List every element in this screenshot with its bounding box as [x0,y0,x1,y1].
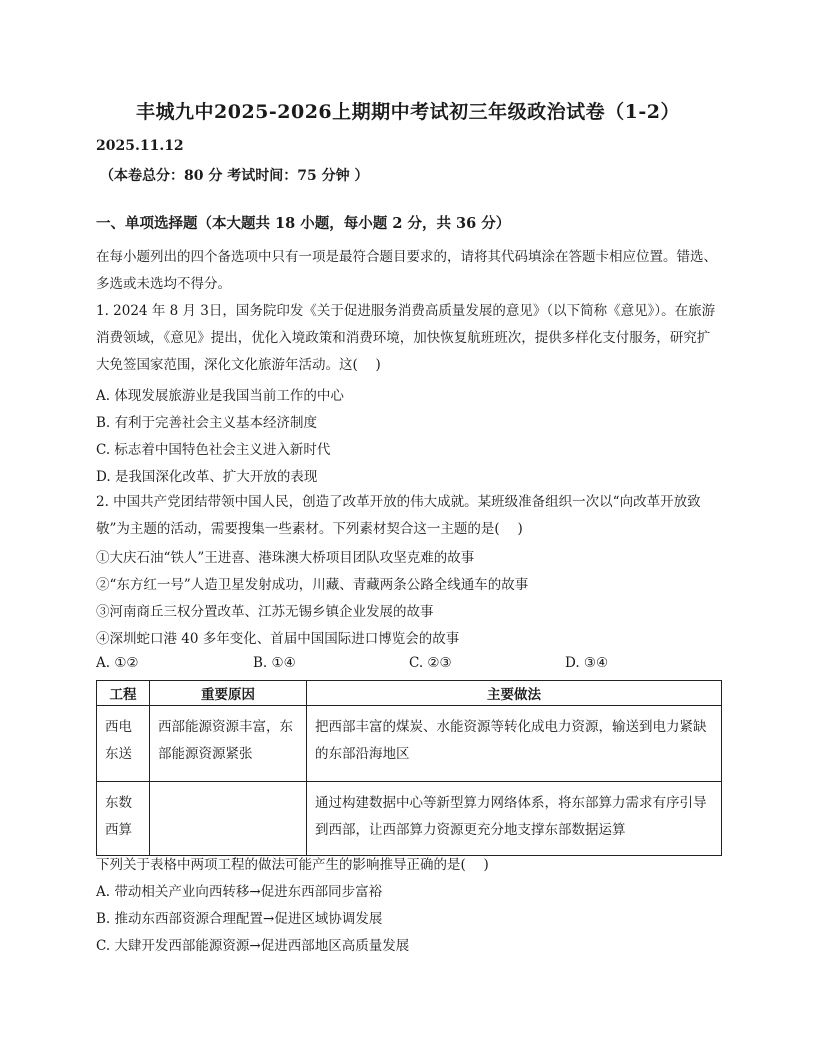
project-method: 把西部丰富的煤炭、水能资源等转化成电力资源，输送到电力紧缺的东部沿海地区 [315,719,707,762]
table-cell-reason [150,706,307,782]
projects-table [96,680,722,856]
question-3-option-c: C. 大肆开发西部能源资源→促进西部地区高质量发展 [96,938,410,954]
table-cell-project [97,782,150,856]
section-instructions: 在每小题列出的四个备选项中只有一项是最符合题目要求的，请将其代码填涂在答题卡相应位置。错选、多选或未选均不得分。 [96,249,717,292]
project-name: 西电东送 [105,719,132,762]
table-row [97,782,722,856]
project-reason [158,782,298,790]
question-1-option-c: C. 标志着中国特色社会主义进入新时代 [96,442,331,458]
question-2-item-1: ①大庆石油“铁人”王进喜、港珠澳大桥项目团队攻坚克难的故事 [96,550,475,566]
project-name: 东数西算 [105,795,132,838]
score-time-line: （本卷总分：80 分 考试时间：75 分钟 ） [100,168,369,184]
question-1-option-d: D. 是我国深化改革、扩大开放的表现 [96,469,318,485]
question-2-option-c: C. ②③ [409,655,452,671]
question-3-option-a: A. 带动相关产业向西转移→促进东西部同步富裕 [96,884,383,900]
section-heading: 一、单项选择题（本大题共 18 小题，每小题 2 分，共 36 分） [96,215,511,232]
table-cell-reason [150,782,307,856]
question-3-stem: 下列关于表格中两项工程的做法可能产生的影响推导正确的是( ) [96,857,489,873]
project-method: 通过构建数据中心等新型算力网络体系，将东部算力需求有序引导到西部，让西部算力资源更充分地支撑东部数据运算 [315,795,707,838]
table-cell-method [307,706,722,782]
table-cell-project [97,706,150,782]
question-2-item-4: ④深圳蛇口港 40 多年变化、首届中国国际进口博览会的故事 [96,631,460,647]
table-cell-method [307,782,722,856]
table-header-row [97,681,722,706]
question-3-option-b: B. 推动东西部资源合理配置→促进区域协调发展 [96,911,383,927]
question-1-stem: 1. 2024 年 8 月 3日，国务院印发《关于促进服务消费高质量发展的意见》（以下简称《意见》）。在旅游消费领域，《意见》提出，优化入境政策和消费环境，加快恢复航班班次，提供多样化支付服务，研究扩大免签国家范围，深化文化旅游年活动。这( ) [96,303,716,373]
question-2-stem: 2. 中国共产党团结带领中国人民，创造了改革开放的伟大成就。某班级准备组织一次以“向改革开放致敬”为主题的活动，需要搜集一些素材。下列素材契合这一主题的是( ) [96,494,701,537]
question-2-item-2: ②“东方红一号”人造卫星发射成功，川藏、青藏两条公路全线通车的故事 [96,577,529,593]
question-1-option-a: A. 体现发展旅游业是我国当前工作的中心 [96,388,344,404]
table-header-method: 主要做法 [307,681,722,706]
table-header-reason: 重要原因 [150,681,307,706]
table-row [97,706,722,782]
question-2-option-b: B. ①④ [253,655,296,671]
question-2-option-d: D. ③④ [565,655,609,671]
question-2-option-a: A. ①② [96,655,139,671]
question-2-item-3: ③河南商丘三权分置改革、江苏无锡乡镇企业发展的故事 [96,604,434,620]
table-header-project: 工程 [97,681,150,706]
exam-date: 2025.11.12 [96,138,184,154]
exam-title: 丰城九中2025-2026上期期中考试初三年级政治试卷（1-2） [136,101,680,123]
question-1-option-b: B. 有利于完善社会主义基本经济制度 [96,415,318,431]
project-reason: 西部能源资源丰富，东部能源资源紧张 [158,719,293,762]
